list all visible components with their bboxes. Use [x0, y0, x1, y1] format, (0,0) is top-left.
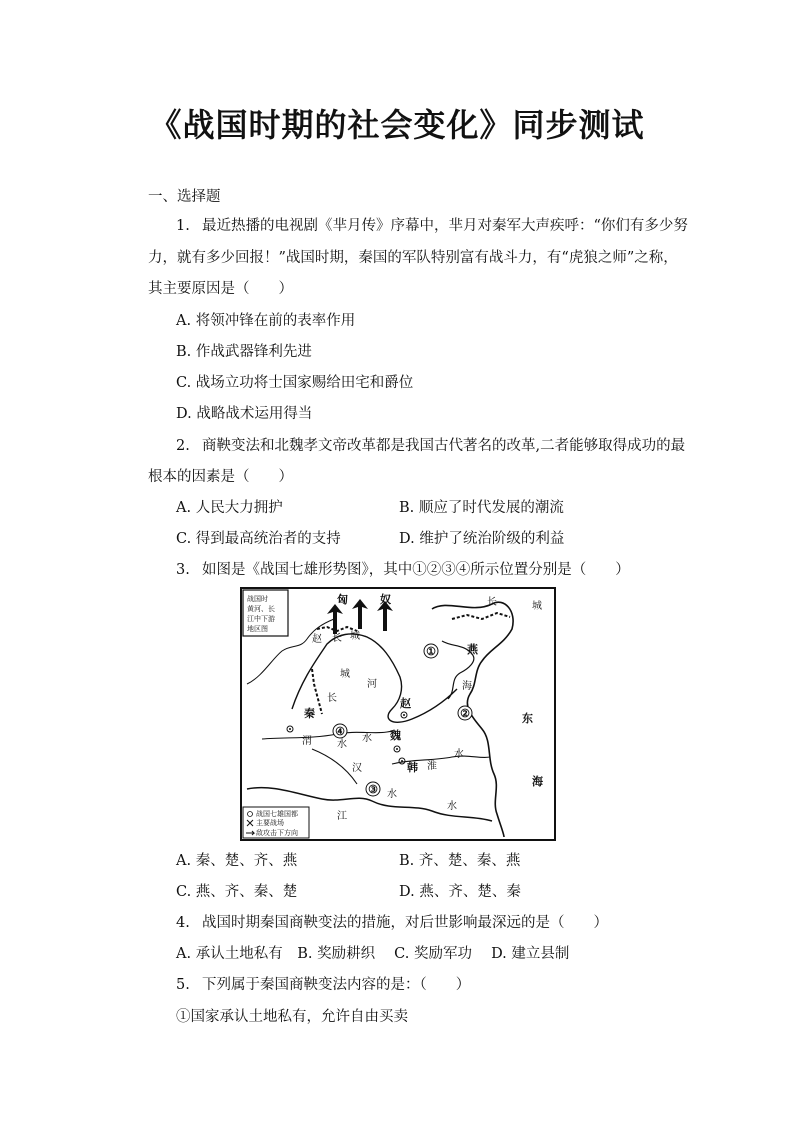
- label-jiang: 江: [337, 811, 347, 822]
- question-1-option-b: B. 作战武器锋利先进: [176, 344, 312, 360]
- question-4-number: 4.: [176, 915, 190, 931]
- label-changcheng-n-2: 城: [532, 601, 542, 612]
- question-3-text: 如图是《战国七雄形势图》，其中①②③④所示位置分别是（ ）: [202, 562, 630, 578]
- label-sea: 海: [532, 775, 543, 788]
- warring-states-map: [240, 587, 556, 841]
- question-1-line-2: 力，就有多少回报！”战国时期，秦国的军队特别富有战斗力，有“虎狼之师”之称，: [148, 250, 678, 266]
- label-zhao: 赵: [400, 697, 411, 710]
- capital-wei-dot: [396, 748, 398, 750]
- label-shui-1: 水: [337, 739, 347, 750]
- question-3-option-d: D. 燕、齐、楚、秦: [399, 884, 521, 900]
- question-2-option-d: D. 维护了统治阶级的利益: [399, 531, 565, 547]
- label-sea-bohai: 海: [462, 681, 472, 692]
- question-4-line-1: [176, 913, 608, 933]
- attack-arrow-3: [327, 604, 343, 634]
- marker-1: ①: [426, 645, 436, 658]
- question-2-number: 2.: [176, 438, 190, 454]
- label-qin: 秦: [304, 707, 315, 720]
- label-zhao-top: 赵: [312, 634, 322, 645]
- label-he: 河: [367, 679, 377, 690]
- question-3-option-a: A. 秦、楚、齐、燕: [176, 853, 298, 869]
- question-3-line-1: [176, 560, 630, 580]
- question-1-text: 最近热播的电视剧《芈月传》序幕中，芈月对秦军大声疾呼：“你们有多少努: [202, 218, 688, 234]
- question-3-option-b: B. 齐、楚、秦、燕: [399, 853, 521, 869]
- han-river: [312, 749, 357, 784]
- label-changcheng-l-2: 城: [350, 631, 360, 642]
- question-5-line-1: [176, 975, 470, 995]
- label-yan: 燕: [467, 643, 478, 656]
- wei-river: [262, 731, 392, 739]
- question-4-options: A. 承认土地私有 B. 奖励耕织 C. 奖励军功 D. 建立县制: [176, 946, 570, 962]
- map-drawing: [242, 589, 554, 839]
- question-1-option-a: A. 将领冲锋在前的表率作用: [176, 313, 356, 329]
- label-changcheng-w-1: 长: [327, 693, 337, 704]
- label-east: 东: [522, 712, 533, 725]
- capital-zhao-dot: [403, 714, 405, 716]
- label-wei-river: 渭: [302, 736, 312, 747]
- question-1-option-d: D. 战略战术运用得当: [176, 406, 313, 422]
- label-shui-3: 水: [454, 749, 464, 760]
- question-2-text: 商鞅变法和北魏孝文帝改革都是我国古代著名的改革,二者能够取得成功的最: [202, 438, 686, 454]
- question-2-line-1: [176, 436, 685, 456]
- question-5-item-1: ①国家承认土地私有，允许自由买卖: [176, 1009, 408, 1025]
- question-1-option-c: C. 战场立功将士国家赐给田宅和爵位: [176, 375, 414, 391]
- label-shui-5: 水: [447, 801, 457, 812]
- legend-attack-label: 敌攻击下方向: [256, 829, 298, 837]
- question-3-number: 3.: [176, 562, 190, 578]
- coastline: [432, 602, 513, 837]
- question-2-option-c: C. 得到最高统治者的支持: [176, 531, 341, 547]
- label-xiongnu-1: 匈: [337, 593, 348, 606]
- question-5-number: 5.: [176, 977, 190, 993]
- capital-qin-dot: [289, 728, 291, 730]
- question-3-option-c: C. 燕、齐、秦、楚: [176, 884, 298, 900]
- label-changcheng-n-1: 长: [487, 597, 497, 608]
- page-title: 《战国时期的社会变化》同步测试: [149, 106, 645, 144]
- label-changcheng-w-2: 城: [340, 669, 350, 680]
- map-legend-title-3: 江中下游: [247, 615, 275, 623]
- great-wall-east: [452, 613, 510, 619]
- question-2-option-a: A. 人民大力拥护: [176, 500, 283, 516]
- label-huai: 淮: [427, 761, 437, 772]
- question-2-line-2: 根本的因素是（ ）: [148, 469, 293, 485]
- label-wei: 魏: [390, 729, 401, 742]
- label-shui-2: 水: [362, 733, 372, 744]
- map-legend-title-4: 地区图: [247, 625, 268, 633]
- marker-2: ②: [460, 707, 470, 720]
- map-legend-title-1: 战国时: [247, 595, 268, 603]
- question-1-line-3: 其主要原因是（ ）: [148, 281, 293, 297]
- map-legend-title-2: 黄河、长: [247, 605, 275, 613]
- capital-han-dot: [401, 760, 403, 762]
- marker-3: ③: [368, 783, 378, 796]
- question-2-option-b: B. 顺应了时代发展的潮流: [399, 500, 564, 516]
- legend-capital-label: 战国七雄国都: [256, 810, 298, 818]
- label-shui-4: 水: [387, 789, 397, 800]
- attack-arrow-1: [352, 599, 368, 629]
- label-hanshui: 汉: [352, 763, 362, 774]
- legend-battlefield-label: 主要战场: [256, 819, 284, 827]
- question-1-line-1: [176, 216, 688, 236]
- question-4-text: 战国时期秦国商鞅变法的措施，对后世影响最深远的是（ ）: [202, 915, 608, 931]
- question-5-text: 下列属于秦国商鞅变法内容的是：（ ）: [202, 977, 471, 993]
- marker-4: ④: [335, 725, 345, 738]
- section-heading: 一、选择题: [148, 189, 221, 205]
- label-changcheng-l-1: 长: [332, 633, 342, 644]
- label-xiongnu-2: 奴: [380, 593, 391, 606]
- label-han: 韩: [407, 761, 418, 774]
- question-1-number: 1.: [176, 218, 190, 234]
